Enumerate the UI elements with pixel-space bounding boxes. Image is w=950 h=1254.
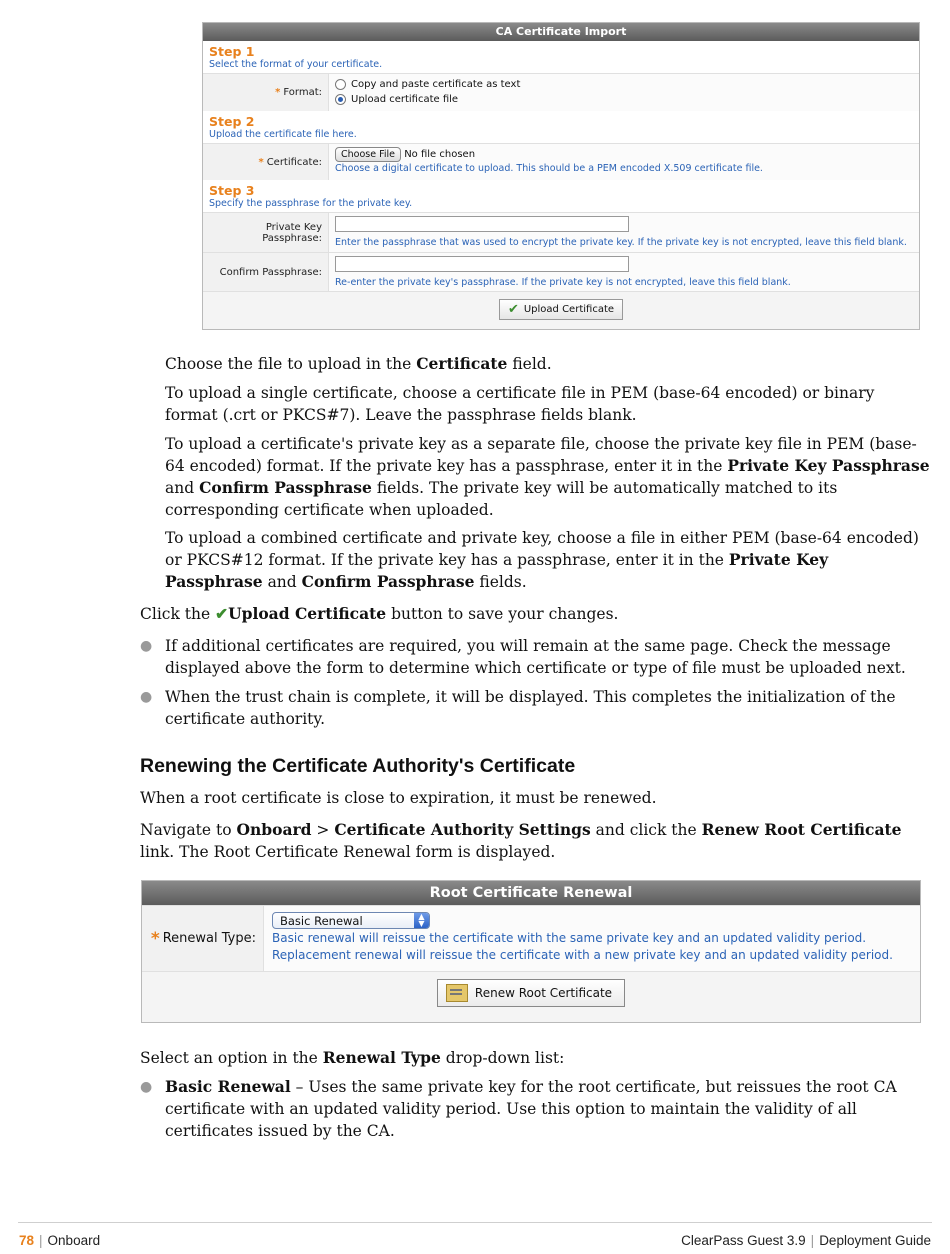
step-description: Specify the passphrase for the private key.	[209, 198, 413, 209]
format-label	[203, 74, 329, 111]
confirm-passphrase-input[interactable]	[335, 256, 629, 272]
radio-icon[interactable]	[335, 79, 346, 90]
text-run: link. The Root Certificate Renewal form is displayed.	[140, 843, 556, 861]
text-run: To upload a combined certificate and private key, choose a file in either PEM (base-64 encoded) or PKCS#12 format. If the private key has a passphrase, enter it in the	[165, 529, 919, 569]
renew-root-certificate-button[interactable]	[437, 979, 625, 1007]
text-run: >	[311, 821, 335, 839]
text-run: drop-down list:	[440, 1049, 565, 1067]
basic-renewal-hint: Basic renewal will reissue the certificate with the same private key and an updated validity period.	[272, 931, 867, 945]
confirm-field	[329, 253, 919, 291]
renew-button-label: Renew Root Certificate	[474, 986, 613, 1000]
footer-separator: |	[39, 1233, 43, 1248]
private-key-field	[329, 213, 919, 252]
footer-doc: Deployment Guide	[819, 1233, 931, 1248]
text-bold: Confirm Passphrase	[301, 572, 475, 591]
certificate-label-text: Certificate:	[266, 156, 322, 168]
step-3-header	[203, 180, 919, 212]
format-label-text: Format:	[283, 87, 322, 98]
replacement-renewal-hint: Replacement renewal will reissue the certificate with a new private key and an updated validity period.	[272, 948, 893, 962]
bullet-trust-chain	[140, 686, 930, 730]
renewal-type-row	[142, 905, 920, 971]
format-option-upload[interactable]	[335, 92, 913, 107]
renewal-type-label	[142, 906, 264, 971]
certificate-icon	[446, 984, 468, 1002]
choose-file-button[interactable]: Choose File	[335, 147, 401, 162]
step-description: Upload the certificate file here.	[209, 129, 357, 140]
footer-section: Onboard	[47, 1233, 101, 1248]
paragraph-single-certificate: To upload a single certificate, choose a certificate file in PEM (base-64 encoded) or binary format (.crt or PKCS#7). Leave the passphrase fields blank.	[165, 384, 875, 424]
bullet-icon: ●	[140, 638, 153, 654]
footer-divider	[18, 1222, 932, 1223]
footer-separator: |	[810, 1233, 815, 1248]
text-run: Choose the file to upload in the	[165, 355, 417, 373]
text-run: fields. The private key will be automatically matched to its corresponding certificate when uploaded.	[165, 479, 838, 519]
format-field	[329, 74, 919, 111]
text-run: and click the	[590, 821, 702, 839]
certificate-row	[203, 143, 919, 180]
paragraph-private-key	[165, 433, 930, 521]
text-run: To upload a certificate's private key as a separate file, choose the private key file in PEM (base-64 encoded) format. If the private key has a passphrase, enter it in the	[165, 435, 917, 475]
text-run: – Uses the same private key for the root certificate, but reissues the root CA certificate with an updated validity period. Use this option to maintain the validity of all certificates issued by the CA.	[165, 1078, 897, 1140]
text-bold: Renew Root Certificate	[701, 820, 902, 839]
paragraph-renewal-intro: When a root certificate is close to expiration, it must be renewed.	[140, 789, 657, 807]
paragraph-click-upload	[140, 603, 930, 625]
form-title: CA Certificate Import	[203, 23, 919, 41]
button-row	[203, 291, 919, 321]
upload-certificate-button[interactable]	[499, 299, 623, 320]
required-mark: *	[275, 87, 281, 98]
renewal-type-label-text: Renewal Type:	[162, 931, 256, 946]
paragraph-choose-file	[165, 353, 930, 375]
text-run: and	[165, 479, 200, 497]
upload-button-label: Upload Certificate	[523, 304, 615, 315]
format-row	[203, 73, 919, 111]
required-mark: *	[150, 928, 160, 949]
bullet-text: If additional certificates are required, you will remain at the same page. Check the message displayed above the form to determine which certificate or type of file must be uploaded next.	[165, 637, 906, 677]
text-run: Navigate to	[140, 821, 237, 839]
step-description: Select the format of your certificate.	[209, 59, 383, 70]
text-bold: Confirm Passphrase	[199, 478, 372, 497]
footer-left	[19, 1233, 100, 1248]
renewal-type-select[interactable]	[272, 912, 430, 929]
step-2-header	[203, 111, 919, 143]
renewal-type-field	[264, 906, 920, 971]
radio-label: Upload certificate file	[351, 94, 459, 105]
selected-value: Basic Renewal	[280, 913, 363, 928]
text-run: fields.	[474, 573, 527, 591]
button-row	[142, 971, 920, 1007]
section-heading: Renewing the Certificate Authority's Certificate	[140, 755, 576, 777]
private-key-label: Private Key Passphrase:	[203, 213, 329, 252]
text-bold: Onboard	[236, 820, 312, 839]
text-bold: Basic Renewal	[165, 1077, 291, 1096]
checkmark-icon: ✔	[507, 302, 519, 317]
paragraph-navigate	[140, 819, 930, 863]
text-run: Click the	[140, 605, 216, 623]
text-run: and	[262, 573, 302, 591]
private-key-passphrase-input[interactable]	[335, 216, 629, 232]
confirm-hint: Re-enter the private key's passphrase. If the private key is not encrypted, leave this field blank.	[335, 277, 791, 288]
step-1-header	[203, 41, 919, 73]
step-title: Step 1	[209, 44, 255, 59]
text-bold: Certificate Authority Settings	[334, 820, 591, 839]
chevron-updown-icon: ▲ ▼	[414, 913, 429, 928]
text-bold: Certificate	[416, 354, 508, 373]
format-option-paste[interactable]	[335, 77, 913, 92]
step-title: Step 2	[209, 114, 255, 129]
form-title: Root Certificate Renewal	[142, 881, 920, 905]
bullet-icon: ●	[140, 1079, 153, 1095]
private-key-row	[203, 212, 919, 252]
required-mark: *	[258, 156, 264, 168]
bullet-additional-certificates	[140, 635, 930, 679]
footer-right	[681, 1233, 931, 1248]
page-number: 78	[19, 1233, 35, 1248]
footer-product: ClearPass Guest 3.9	[681, 1233, 806, 1248]
text-run: field.	[507, 355, 552, 373]
radio-selected-icon[interactable]	[335, 94, 346, 105]
text-bold: Private Key Passphrase	[165, 550, 829, 591]
bullet-icon: ●	[140, 689, 153, 705]
certificate-label	[203, 144, 329, 180]
private-key-hint: Enter the passphrase that was used to encrypt the private key. If the private key is not encrypted, leave this field blank.	[335, 237, 907, 248]
step-title: Step 3	[209, 183, 255, 198]
confirm-row	[203, 252, 919, 291]
checkmark-icon: ✔	[215, 604, 229, 623]
text-bold: Renewal Type	[322, 1048, 441, 1067]
confirm-label: Confirm Passphrase:	[203, 253, 329, 291]
text-bold: Private Key Passphrase	[727, 456, 930, 475]
bullet-text: When the trust chain is complete, it will be displayed. This completes the initialization of the certificate authority.	[165, 688, 896, 728]
paragraph-combined	[165, 527, 930, 593]
text-run: Select an option in the	[140, 1049, 323, 1067]
paragraph-select-option	[140, 1047, 930, 1069]
no-file-text: No file chosen	[404, 149, 476, 160]
bullet-text	[165, 1076, 930, 1142]
text-run: button to save your changes.	[386, 605, 619, 623]
text-bold: Upload Certificate	[228, 604, 387, 623]
root-certificate-renewal-form	[141, 880, 921, 1023]
certificate-hint: Choose a digital certificate to upload. This should be a PEM encoded X.509 certificate file.	[335, 163, 763, 174]
radio-label: Copy and paste certificate as text	[351, 79, 521, 90]
bullet-basic-renewal	[140, 1076, 930, 1142]
ca-certificate-import-form	[202, 22, 920, 330]
certificate-field	[329, 144, 919, 180]
